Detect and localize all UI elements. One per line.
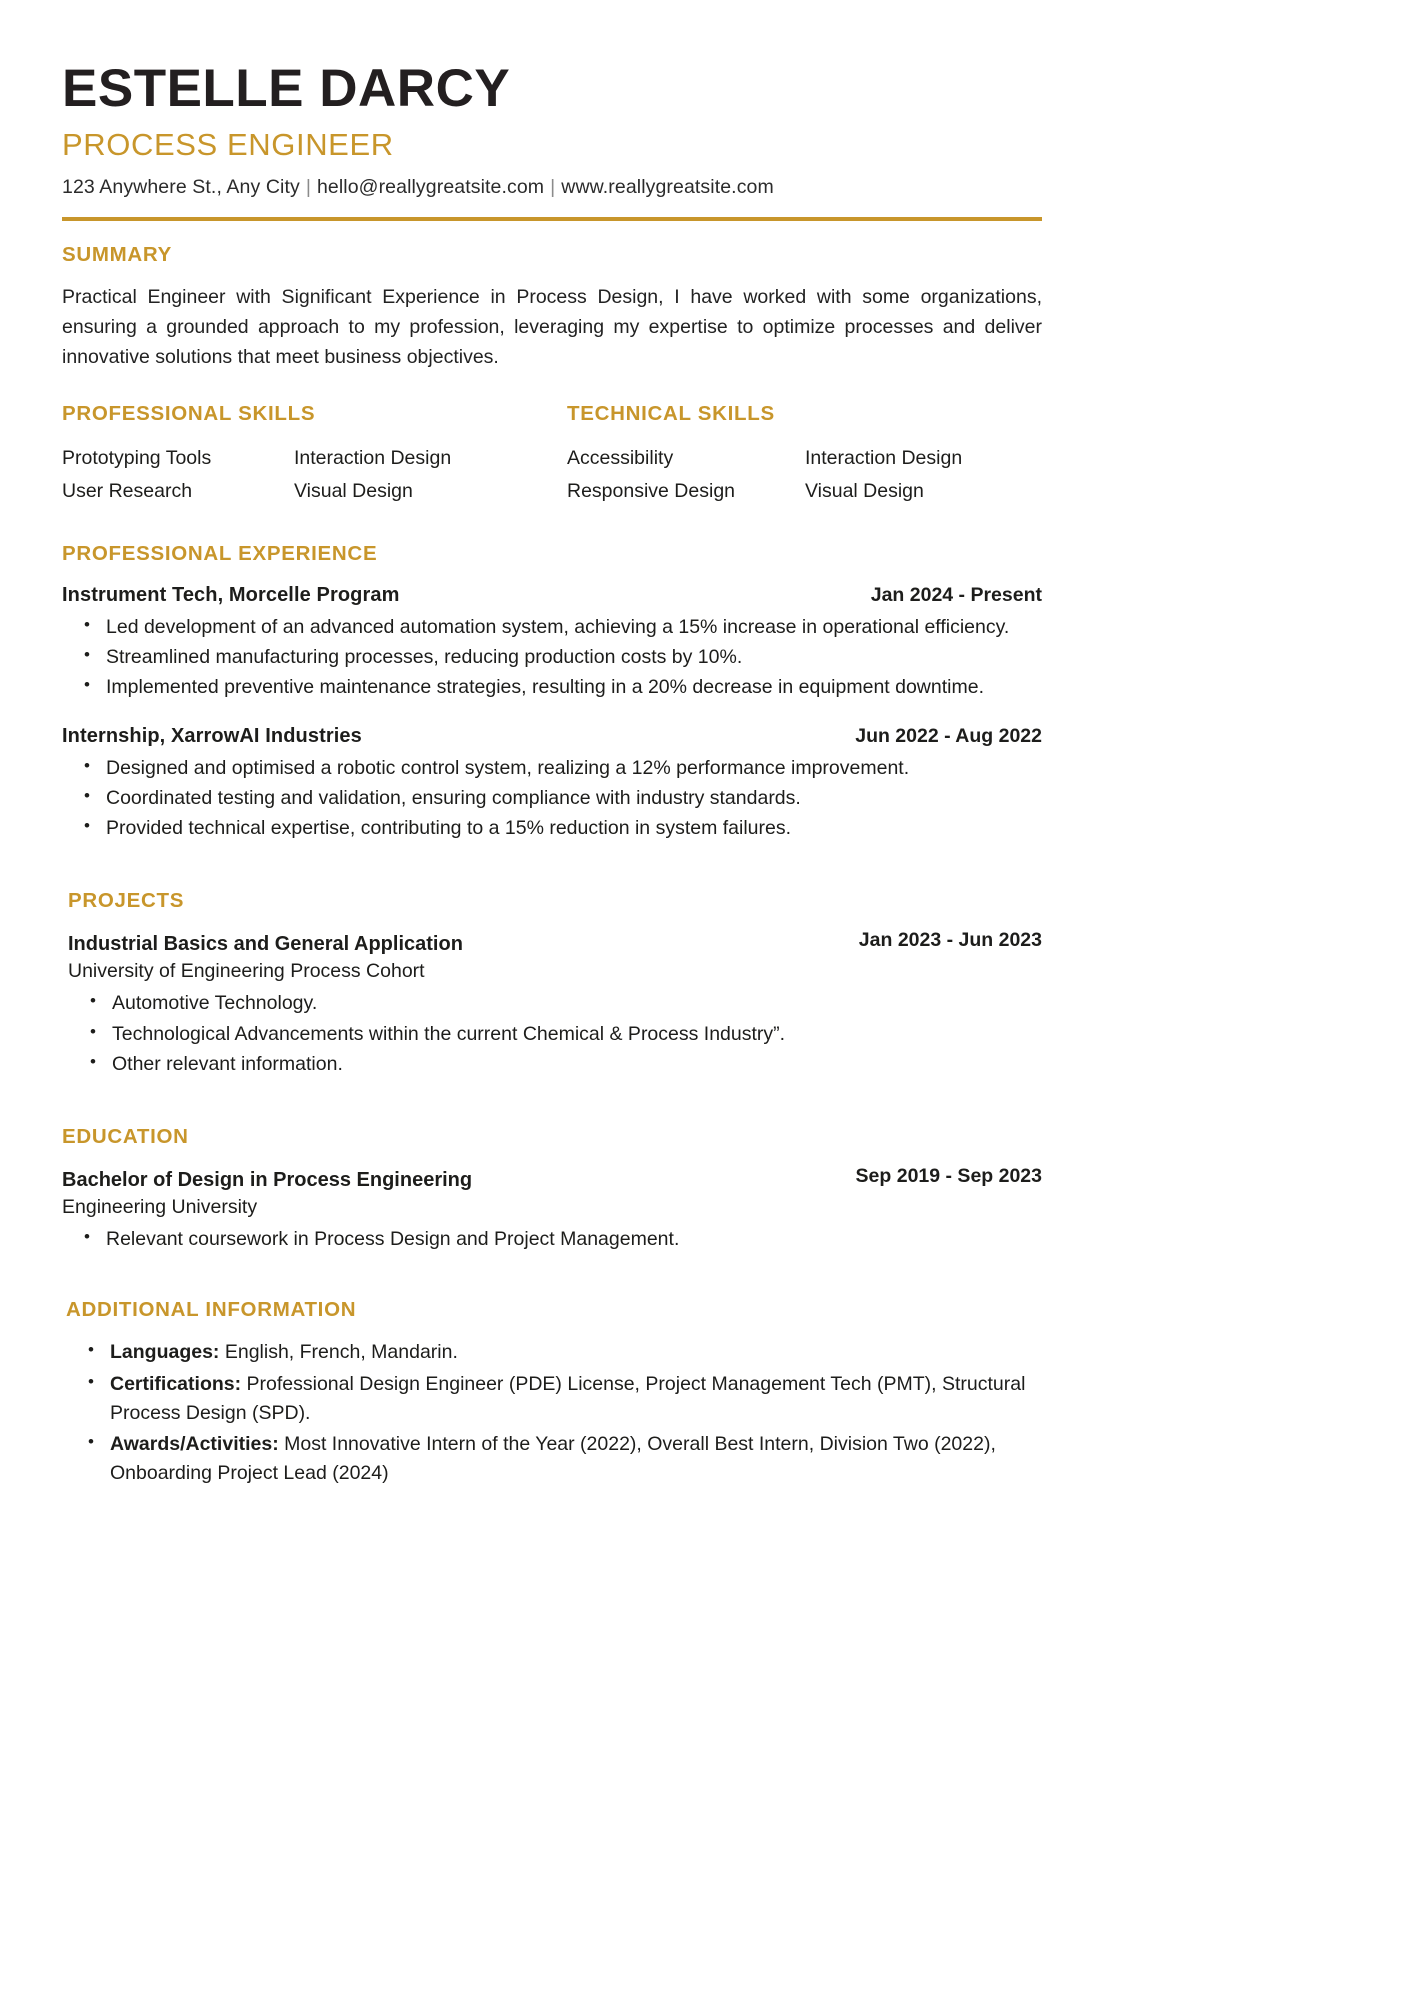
contact-email[interactable]: hello@reallygreatsite.com — [316, 176, 545, 198]
experience-entry — [62, 725, 1042, 844]
additional-item-value: Most Innovative Intern of the Year (2022), Overall Best Intern, Division Two (2022), Onboarding Project Lead (2024) — [110, 1433, 996, 1485]
skills-section — [62, 402, 1042, 506]
education-bullets — [62, 1225, 1042, 1254]
additional-item — [110, 1338, 1042, 1367]
technical-skills-sub-2 — [805, 444, 962, 506]
experience-entry-header — [62, 725, 1042, 748]
contact-separator-1: | — [305, 176, 311, 198]
section-heading-technical-skills: TECHNICAL SKILLS — [567, 402, 775, 426]
education-entry — [62, 1165, 1042, 1254]
skill-item: Prototyping Tools — [62, 447, 212, 470]
bullet-item: • Automotive Technology. — [112, 989, 1042, 1018]
section-heading-additional-information: ADDITIONAL INFORMATION — [66, 1298, 357, 1322]
professional-skills-grid — [62, 444, 567, 506]
skill-item: Responsive Design — [567, 480, 736, 503]
skill-item: Interaction Design — [805, 447, 963, 470]
professional-skills-column — [62, 402, 567, 506]
project-title: Industrial Basics and General Application — [68, 933, 463, 956]
project-entry — [62, 929, 1042, 1079]
additional-item-label: Languages: — [110, 1341, 220, 1364]
section-heading-experience: PROFESSIONAL EXPERIENCE — [62, 541, 378, 565]
additional-item — [110, 1430, 1042, 1489]
education-institution: Engineering University — [62, 1196, 258, 1219]
experience-bullets — [62, 754, 1042, 844]
candidate-name: ESTELLE DARCY — [62, 59, 511, 118]
skill-item: User Research — [62, 480, 193, 503]
contact-line — [62, 176, 1354, 199]
additional-information-list — [62, 1338, 1042, 1488]
professional-skills-sub-2 — [294, 444, 451, 506]
experience-date: Jun 2022 - Aug 2022 — [855, 724, 1042, 747]
skill-item: Visual Design — [805, 480, 924, 503]
experience-title: Internship, XarrowAI Industries — [62, 724, 362, 747]
education-left-block — [62, 1169, 472, 1219]
summary-text: Practical Engineer with Significant Experience in Process Design, I have worked with some organizations, ensuring a grounded approach to my profession, leveraging my expertise to optimize processes and deliver innovative solutions that meet business objectives. — [62, 286, 1042, 368]
skill-item: Visual Design — [294, 480, 413, 503]
bullet-item: • Technological Advancements within the current Chemical & Process Industry”. — [112, 1020, 1042, 1049]
experience-entry-header — [62, 584, 1042, 607]
contact-website[interactable]: www.reallygreatsite.com — [561, 176, 774, 198]
candidate-role: PROCESS ENGINEER — [62, 127, 394, 162]
bullet-item: • Designed and optimised a robotic control system, realizing a 12% performance improvement. — [106, 754, 1042, 783]
experience-bullets — [62, 613, 1042, 703]
education-date: Sep 2019 - Sep 2023 — [855, 1165, 1042, 1188]
additional-item-label: Awards/Activities: — [110, 1433, 279, 1456]
experience-title: Instrument Tech, Morcelle Program — [62, 583, 400, 606]
additional-item-label: Certifications: — [110, 1372, 242, 1395]
bullet-item: • Provided technical expertise, contributing to a 15% reduction in system failures. — [106, 814, 1042, 843]
education-degree: Bachelor of Design in Process Engineering — [62, 1169, 473, 1192]
project-bullets — [62, 989, 1042, 1079]
project-date: Jan 2023 - Jun 2023 — [858, 929, 1042, 952]
experience-entry — [62, 584, 1042, 703]
project-entry-header — [62, 929, 1042, 983]
bullet-item: • Implemented preventive maintenance strategies, resulting in a 20% decrease in equipment downtime. — [106, 673, 1042, 702]
experience-date: Jan 2024 - Present — [870, 583, 1042, 606]
professional-skills-sub-1 — [62, 444, 294, 506]
skill-item: Interaction Design — [294, 447, 452, 470]
resume-header — [62, 59, 1354, 221]
contact-address: 123 Anywhere St., Any City — [62, 176, 300, 198]
section-heading-professional-skills: PROFESSIONAL SKILLS — [62, 402, 316, 426]
contact-separator-2: | — [550, 176, 556, 198]
project-organization: University of Engineering Process Cohort — [68, 960, 425, 983]
technical-skills-column — [567, 402, 1042, 506]
education-entry-header — [62, 1165, 1042, 1219]
section-heading-projects: PROJECTS — [68, 889, 185, 913]
section-heading-education: EDUCATION — [62, 1125, 189, 1149]
bullet-item: • Led development of an advanced automation system, achieving a 15% increase in operational efficiency. — [106, 613, 1042, 642]
additional-item-value: Professional Design Engineer (PDE) License, Project Management Tech (PMT), Structural Process Design (SPD). — [110, 1372, 1026, 1424]
technical-skills-sub-1 — [567, 444, 805, 506]
project-left-block — [62, 933, 463, 983]
section-heading-summary: SUMMARY — [62, 243, 173, 267]
skill-item: Accessibility — [567, 447, 674, 470]
bullet-item: • Coordinated testing and validation, ensuring compliance with industry standards. — [106, 784, 1042, 813]
bullet-item: • Streamlined manufacturing processes, reducing production costs by 10%. — [106, 643, 1042, 672]
bullet-item: • Other relevant information. — [112, 1050, 1042, 1079]
additional-item-value: English, French, Mandarin. — [219, 1341, 458, 1364]
bullet-item: • Relevant coursework in Process Design and Project Management. — [106, 1225, 1042, 1254]
technical-skills-grid — [567, 444, 1042, 506]
additional-item — [110, 1370, 1042, 1429]
header-divider — [62, 217, 1042, 221]
